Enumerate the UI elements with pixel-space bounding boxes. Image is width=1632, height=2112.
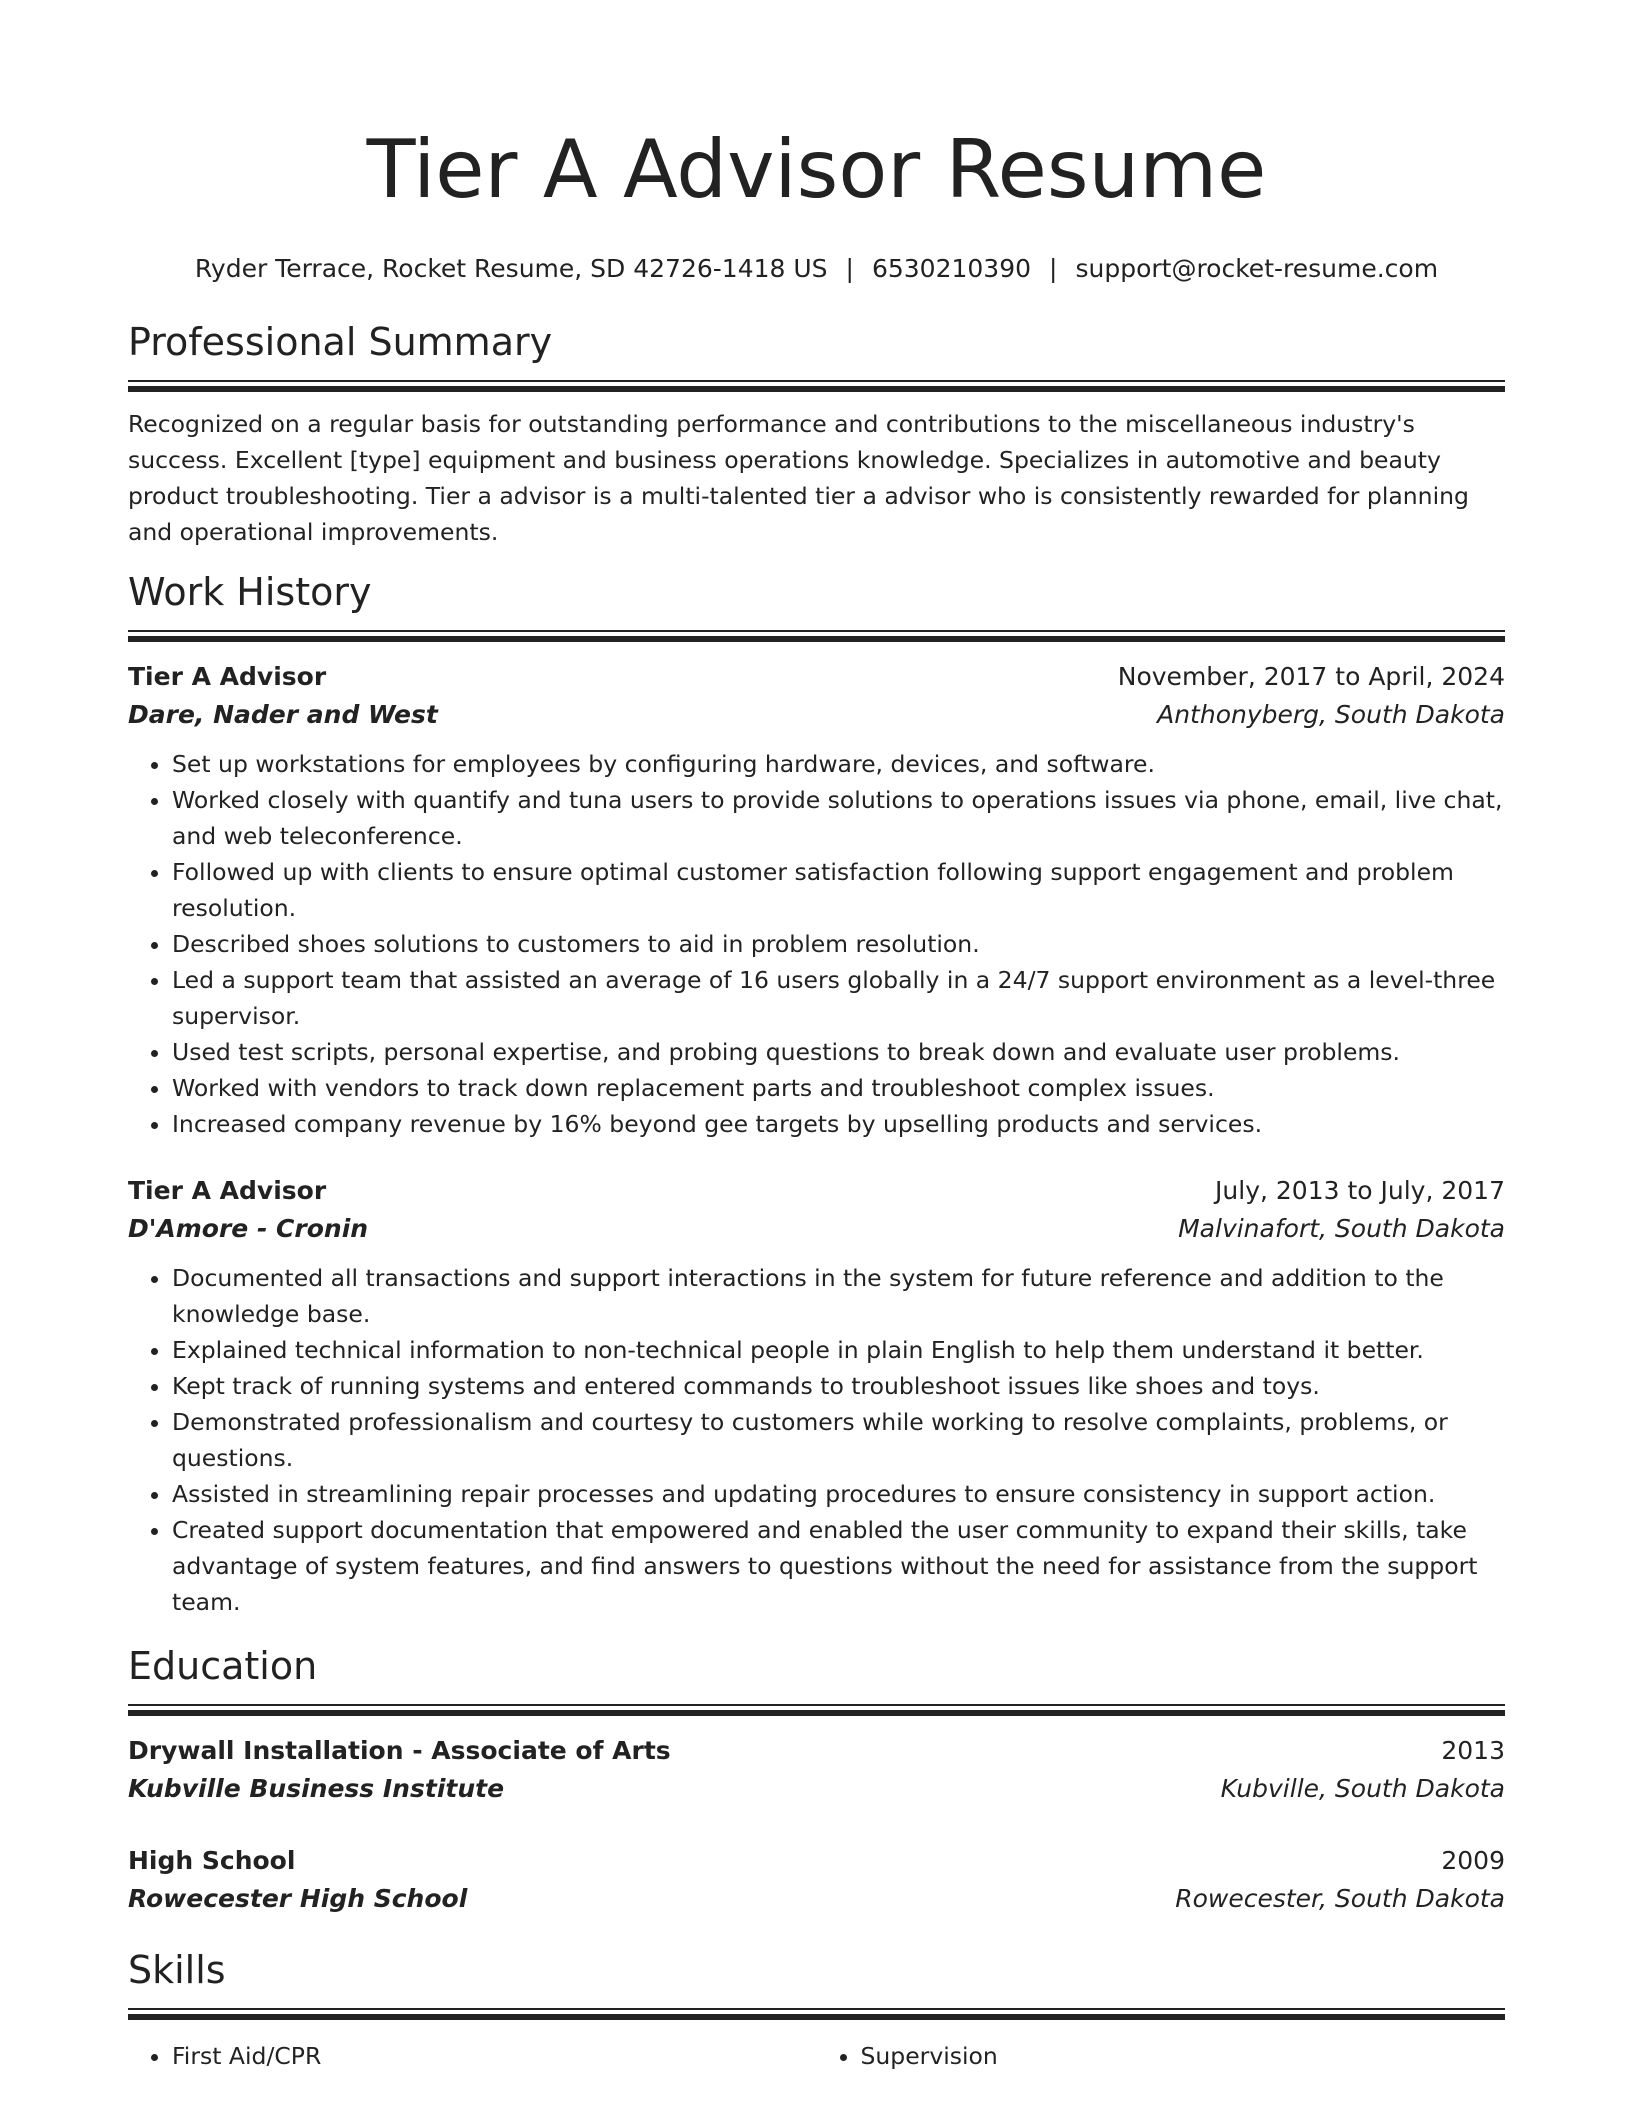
skills-column-right bbox=[817, 2038, 1506, 2074]
education-degree: Drywall Installation - Associate of Arts bbox=[128, 1736, 671, 1765]
skills-list-left bbox=[128, 2038, 817, 2074]
section-divider bbox=[128, 380, 1505, 392]
job-bullets bbox=[128, 746, 1505, 1142]
job-entry bbox=[128, 1172, 1505, 1620]
job-location: Anthonyberg, South Dakota bbox=[1157, 700, 1505, 729]
education-location: Rowecester, South Dakota bbox=[1175, 1884, 1505, 1913]
skills-section bbox=[128, 1946, 1505, 2074]
job-bullets bbox=[128, 1260, 1505, 1620]
list-item: • Created support documentation that empowered and enabled the user community to expand their skills, take advantage of system features, and find answers to questions without the need for assistance from the support team. bbox=[172, 1512, 1505, 1620]
skill-item: • Supervision bbox=[861, 2038, 1506, 2074]
job-company: D'Amore - Cronin bbox=[128, 1214, 369, 1243]
education-entry bbox=[128, 1842, 1505, 1918]
education-entry bbox=[128, 1732, 1505, 1808]
list-item: • Kept track of running systems and entered commands to troubleshoot issues like shoes and toys. bbox=[172, 1368, 1505, 1404]
job-dates: November, 2017 to April, 2024 bbox=[1117, 662, 1505, 691]
resume-page bbox=[128, 0, 1505, 2074]
education-location: Kubville, South Dakota bbox=[1220, 1774, 1505, 1803]
education-school-row bbox=[128, 1880, 1505, 1918]
contact-address: Ryder Terrace, Rocket Resume, SD 42726-1418 US bbox=[194, 254, 828, 283]
list-item: • Led a support team that assisted an average of 16 users globally in a 24/7 support environment as a level-three supervisor. bbox=[172, 962, 1505, 1034]
job-title-row bbox=[128, 658, 1505, 696]
education-section bbox=[128, 1642, 1505, 1918]
job-title: Tier A Advisor bbox=[128, 662, 327, 691]
list-item: • Worked closely with quantify and tuna users to provide solutions to operations issues via phone, email, live chat, and web teleconference. bbox=[172, 782, 1505, 854]
job-entry bbox=[128, 658, 1505, 1142]
skills-heading: Skills bbox=[128, 1948, 226, 1992]
list-item: • Used test scripts, personal expertise, and probing questions to break down and evaluate user problems. bbox=[172, 1034, 1505, 1070]
contact-phone: 6530210390 bbox=[871, 254, 1032, 283]
list-item: • Assisted in streamlining repair processes and updating procedures to ensure consistency in support action. bbox=[172, 1476, 1505, 1512]
list-item: • Worked with vendors to track down replacement parts and troubleshoot complex issues. bbox=[172, 1070, 1505, 1106]
job-location: Malvinafort, South Dakota bbox=[1178, 1214, 1505, 1243]
contact-line bbox=[128, 252, 1505, 286]
resume-title: Tier A Advisor Resume bbox=[366, 123, 1267, 216]
section-divider bbox=[128, 2008, 1505, 2020]
contact-separator: | bbox=[845, 254, 854, 283]
list-item: • Increased company revenue by 16% beyond gee targets by upselling products and services. bbox=[172, 1106, 1505, 1142]
job-dates: July, 2013 to July, 2017 bbox=[1215, 1176, 1505, 1205]
skills-grid bbox=[128, 2038, 1505, 2074]
education-heading: Education bbox=[128, 1644, 318, 1688]
section-divider bbox=[128, 1704, 1505, 1716]
skill-item: • First Aid/CPR bbox=[172, 2038, 817, 2074]
education-degree-row bbox=[128, 1842, 1505, 1880]
section-divider bbox=[128, 630, 1505, 642]
education-degree: High School bbox=[128, 1846, 296, 1875]
job-company-row bbox=[128, 1210, 1505, 1248]
skills-list-right bbox=[817, 2038, 1506, 2074]
education-school: Kubville Business Institute bbox=[128, 1774, 505, 1803]
skills-column-left bbox=[128, 2038, 817, 2074]
job-company-row bbox=[128, 696, 1505, 734]
list-item: • Demonstrated professionalism and courtesy to customers while working to resolve complaints, problems, or questions. bbox=[172, 1404, 1505, 1476]
list-item: • Described shoes solutions to customers to aid in problem resolution. bbox=[172, 926, 1505, 962]
list-item: • Set up workstations for employees by configuring hardware, devices, and software. bbox=[172, 746, 1505, 782]
summary-section bbox=[128, 318, 1505, 550]
list-item: • Documented all transactions and support interactions in the system for future reference and addition to the knowledge base. bbox=[172, 1260, 1505, 1332]
education-degree-row bbox=[128, 1732, 1505, 1770]
list-item: • Explained technical information to non-technical people in plain English to help them understand it better. bbox=[172, 1332, 1505, 1368]
education-year: 2009 bbox=[1441, 1846, 1505, 1875]
contact-email: support@rocket-resume.com bbox=[1075, 254, 1439, 283]
work-history-section bbox=[128, 568, 1505, 1620]
work-history-heading: Work History bbox=[128, 570, 372, 614]
list-item: • Followed up with clients to ensure optimal customer satisfaction following support engagement and problem resolution. bbox=[172, 854, 1505, 926]
job-title: Tier A Advisor bbox=[128, 1176, 327, 1205]
education-school: Rowecester High School bbox=[128, 1884, 468, 1913]
job-title-row bbox=[128, 1172, 1505, 1210]
job-company: Dare, Nader and West bbox=[128, 700, 438, 729]
summary-text: Recognized on a regular basis for outstanding performance and contributions to the miscellaneous industry's success. Excellent [type] equipment and business operations knowledge. Specializes in automotive and beauty product troubleshooting. Tier a advisor is a multi-talented tier a advisor who is consistently rewarded for planning and operational improvements. bbox=[128, 410, 1469, 546]
summary-heading: Professional Summary bbox=[128, 320, 553, 364]
contact-separator: | bbox=[1049, 254, 1058, 283]
education-school-row bbox=[128, 1770, 1505, 1808]
education-year: 2013 bbox=[1441, 1736, 1505, 1765]
